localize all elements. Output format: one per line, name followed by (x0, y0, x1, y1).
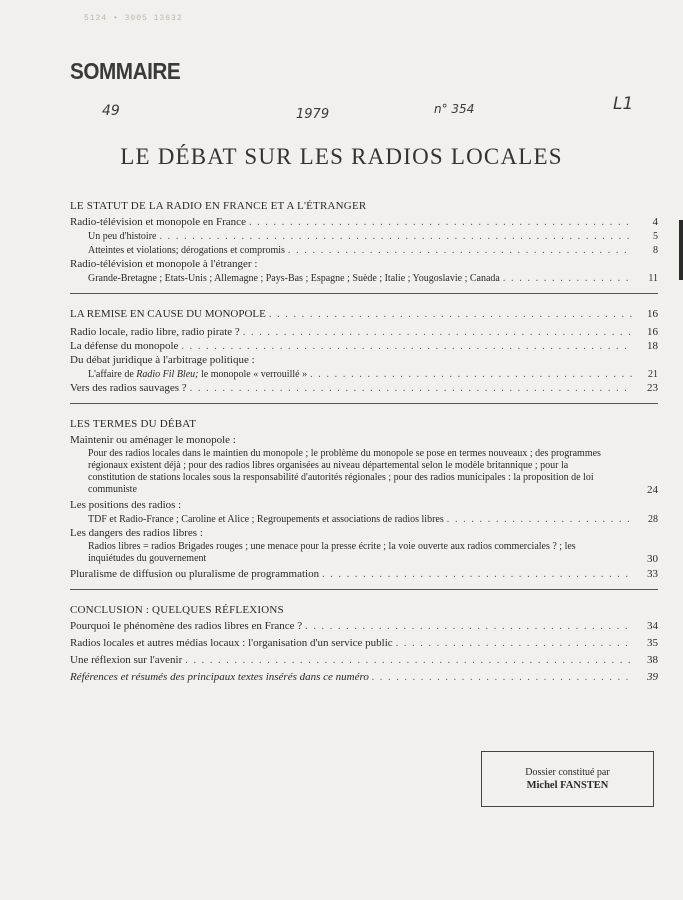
handwritten-issue-number: n° 354 (434, 102, 475, 116)
leader-dots (190, 382, 633, 395)
entry-label: Pluralisme de diffusion ou pluralisme de programmation (70, 568, 320, 580)
leader-dots (288, 244, 633, 257)
handwritten-year: 1979 (296, 107, 330, 122)
entry-label-italic: Radio Fil Bleu; (136, 369, 199, 380)
entry-page: 18 (647, 340, 658, 352)
toc-subheading: Les positions des radios : (70, 499, 182, 511)
toc-entry[interactable] (70, 368, 658, 381)
section-title: CONCLUSION : QUELQUES RÉFLEXIONS (70, 604, 284, 616)
leader-dots (322, 568, 633, 581)
entry-page: 39 (647, 671, 658, 683)
leader-dots (396, 637, 633, 650)
archive-stamp: 5124 • 3005 13632 (84, 14, 183, 23)
entry-page: 30 (647, 553, 658, 565)
leader-dots (372, 671, 633, 684)
toc-entry[interactable] (70, 230, 658, 243)
credit-line: Dossier constitué par (525, 767, 610, 778)
section-divider (70, 293, 658, 294)
entry-label-prefix: L'affaire de (88, 369, 137, 380)
leader-dots (243, 326, 633, 339)
entry-description: Radios libres = radios Brigades rouges ; une menace pour la presse écrite ; la voie ouverte aux radios commerciales ? ; les inquiétudes du gouvernement (88, 541, 576, 564)
entry-label: Une réflexion sur l'avenir (70, 654, 183, 666)
leader-dots (447, 513, 633, 526)
leader-dots (159, 230, 633, 243)
table-of-contents (70, 200, 658, 684)
toc-entry[interactable] (70, 326, 658, 339)
entry-page: 24 (647, 484, 658, 496)
entry-page: 35 (647, 637, 658, 649)
toc-subheading: Du débat juridique à l'arbitrage politique : (70, 354, 255, 366)
entry-page: 4 (652, 216, 658, 228)
section-title: LES TERMES DU DÉBAT (70, 418, 197, 430)
entry-label: La défense du monopole (70, 340, 179, 352)
toc-entry[interactable] (70, 620, 658, 633)
section-title: LE STATUT DE LA RADIO EN FRANCE ET A L'ÉTRANGER (70, 200, 367, 212)
entry-label: Vers des radios sauvages ? (70, 382, 187, 394)
page-title: LE DÉBAT SUR LES RADIOS LOCALES (120, 144, 563, 169)
toc-entry[interactable] (70, 447, 658, 496)
toc-section-heading-entry[interactable] (70, 308, 658, 321)
toc-section-conclusion (70, 604, 658, 684)
toc-subheading: Maintenir ou aménager le monopole : (70, 434, 236, 446)
leader-dots (181, 340, 633, 353)
section-divider (70, 403, 658, 404)
entry-label: Radio locale, radio libre, radio pirate ? (70, 326, 240, 338)
toc-entry[interactable] (70, 272, 658, 285)
toc-entry[interactable] (70, 568, 658, 581)
leader-dots (503, 272, 633, 285)
toc-section-statut (70, 200, 658, 294)
entry-label: Radios locales et autres médias locaux : l'organisation d'un service public (70, 637, 393, 649)
entry-label: TDF et Radio-France ; Caroline et Alice ; Regroupements et associations de radios libres (88, 514, 444, 525)
leader-dots (305, 620, 633, 633)
entry-description: Pour des radios locales dans le maintien du monopole ; le problème du monopole se pose en termes nouveaux ; des programmes régionaux existent déjà ; pour des radios libres organisées au niveau départemental selon le modèle britannique ; pour la constitution de stations locales sous la responsabilité d'autorités régionales ; pour des radios municipales : la proposition de loi communiste (88, 448, 601, 495)
toc-section-termes (70, 418, 658, 590)
toc-entry[interactable] (70, 540, 658, 565)
toc-entry[interactable] (70, 216, 658, 229)
leader-dots (269, 308, 633, 321)
entry-page: 34 (647, 620, 658, 632)
entry-page: 38 (647, 654, 658, 666)
toc-entry[interactable] (70, 382, 658, 395)
toc-entry[interactable] (70, 671, 658, 684)
leader-dots (185, 654, 633, 667)
entry-label: Grande-Bretagne ; Etats-Unis ; Allemagne ; Pays-Bas ; Espagne ; Suède ; Italie ; Yougoslavie ; Canada (88, 273, 500, 284)
entry-page: 16 (647, 326, 658, 338)
toc-entry[interactable] (70, 340, 658, 353)
leader-dots (310, 368, 633, 381)
toc-entry[interactable] (70, 654, 658, 667)
entry-label-suffix: le monopole « verrouillé » (198, 369, 308, 380)
entry-page: 11 (648, 273, 658, 284)
entry-label: Pourquoi le phénomène des radios libres en France ? (70, 620, 303, 632)
credit-author: Michel FANSTEN (526, 780, 609, 791)
handwritten-note-left: 49 (102, 103, 120, 119)
entry-page: 8 (653, 245, 658, 256)
entry-page: 33 (647, 568, 658, 580)
entry-page: 23 (647, 382, 658, 394)
handwritten-note-right: L1 (613, 94, 634, 114)
entry-label: Un peu d'histoire (88, 231, 157, 242)
toc-entry[interactable] (70, 244, 658, 257)
entry-page: 28 (648, 514, 658, 525)
entry-page: 16 (647, 308, 658, 320)
entry-label (88, 368, 307, 381)
toc-subheading: Les dangers des radios libres : (70, 527, 203, 539)
entry-label: Radio-télévision et monopole en France (70, 216, 246, 228)
entry-label: Références et résumés des principaux textes insérés dans ce numéro (70, 671, 369, 683)
toc-entry[interactable] (70, 637, 658, 650)
toc-section-remise-en-cause (70, 308, 658, 404)
leader-dots (249, 216, 633, 229)
sommaire-heading: SOMMAIRE (70, 58, 181, 84)
page-edge-mark (679, 220, 683, 280)
section-title: LA REMISE EN CAUSE DU MONOPOLE (70, 308, 266, 320)
credit-box (481, 751, 654, 807)
toc-entry[interactable] (70, 513, 658, 526)
section-divider (70, 589, 658, 590)
toc-subheading: Radio-télévision et monopole à l'étranger : (70, 258, 258, 270)
entry-page: 21 (648, 369, 658, 380)
entry-page: 5 (653, 231, 658, 242)
entry-label: Atteintes et violations; dérogations et compromis (88, 245, 285, 256)
